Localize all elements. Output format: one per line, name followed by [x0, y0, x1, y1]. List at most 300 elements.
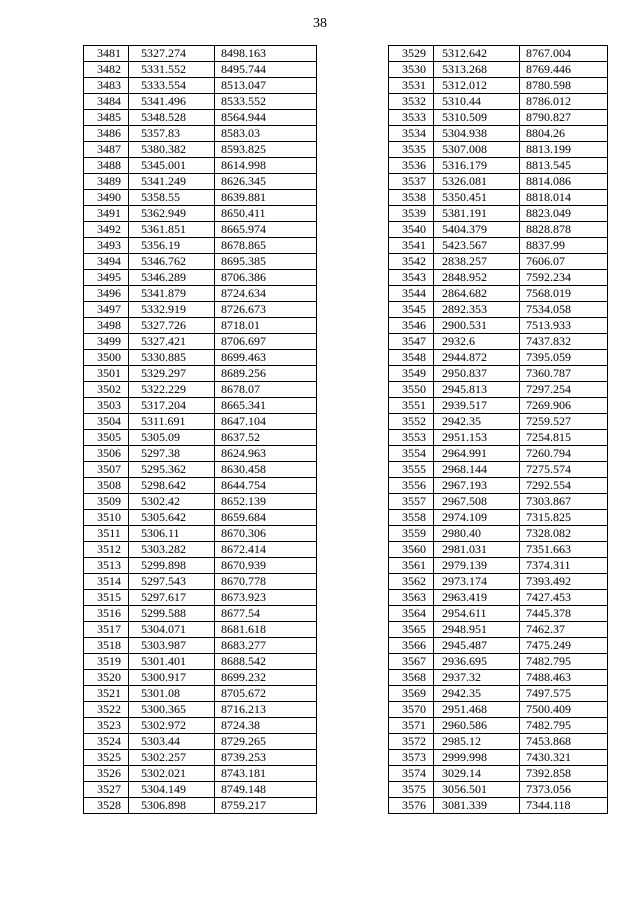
point-number-cell: 3537: [389, 174, 434, 190]
table-row: [84, 398, 317, 414]
x-coordinate-cell: 5381.191: [434, 206, 520, 222]
x-coordinate-cell: 2900.531: [434, 318, 520, 334]
y-coordinate-cell: 7303.867: [520, 494, 608, 510]
table-row: [84, 174, 317, 190]
point-number-cell: 3556: [389, 478, 434, 494]
table-row: [389, 526, 608, 542]
x-coordinate-cell: 5305.09: [129, 430, 215, 446]
point-number-cell: 3502: [84, 382, 129, 398]
table-row: [84, 318, 317, 334]
y-coordinate-cell: 7374.311: [520, 558, 608, 574]
coordinates-table-left: [83, 45, 317, 814]
x-coordinate-cell: 5302.021: [129, 766, 215, 782]
table-row: [84, 366, 317, 382]
x-coordinate-cell: 2942.35: [434, 414, 520, 430]
y-coordinate-cell: 7292.554: [520, 478, 608, 494]
x-coordinate-cell: 2964.991: [434, 446, 520, 462]
point-number-cell: 3496: [84, 286, 129, 302]
y-coordinate-cell: 7373.056: [520, 782, 608, 798]
y-coordinate-cell: 8513.047: [215, 78, 317, 94]
y-coordinate-cell: 7592.234: [520, 270, 608, 286]
table-row: [389, 238, 608, 254]
x-coordinate-cell: 5362.949: [129, 206, 215, 222]
table-row: [389, 110, 608, 126]
x-coordinate-cell: 5322.229: [129, 382, 215, 398]
table-row: [84, 734, 317, 750]
y-coordinate-cell: 7430.321: [520, 750, 608, 766]
y-coordinate-cell: 8652.139: [215, 494, 317, 510]
y-coordinate-cell: 7254.815: [520, 430, 608, 446]
point-number-cell: 3536: [389, 158, 434, 174]
table-row: [84, 190, 317, 206]
x-coordinate-cell: 2973.174: [434, 574, 520, 590]
table-row: [389, 510, 608, 526]
point-number-cell: 3482: [84, 62, 129, 78]
point-number-cell: 3520: [84, 670, 129, 686]
table-row: [84, 206, 317, 222]
table-row: [84, 542, 317, 558]
table-row: [389, 622, 608, 638]
point-number-cell: 3571: [389, 718, 434, 734]
x-coordinate-cell: 2948.951: [434, 622, 520, 638]
x-coordinate-cell: 5312.642: [434, 46, 520, 62]
y-coordinate-cell: 8673.923: [215, 590, 317, 606]
x-coordinate-cell: 2838.257: [434, 254, 520, 270]
table-row: [84, 510, 317, 526]
x-coordinate-cell: 3081.339: [434, 798, 520, 814]
table-row: [389, 398, 608, 414]
table-row: [389, 190, 608, 206]
x-coordinate-cell: 5329.297: [129, 366, 215, 382]
y-coordinate-cell: 8683.277: [215, 638, 317, 654]
table-row: [84, 110, 317, 126]
point-number-cell: 3568: [389, 670, 434, 686]
x-coordinate-cell: 5312.012: [434, 78, 520, 94]
point-number-cell: 3555: [389, 462, 434, 478]
table-row: [389, 94, 608, 110]
point-number-cell: 3547: [389, 334, 434, 350]
table-row: [84, 750, 317, 766]
table-row: [389, 718, 608, 734]
table-row: [389, 318, 608, 334]
point-number-cell: 3488: [84, 158, 129, 174]
point-number-cell: 3565: [389, 622, 434, 638]
y-coordinate-cell: 7606.07: [520, 254, 608, 270]
x-coordinate-cell: 2942.35: [434, 686, 520, 702]
x-coordinate-cell: 5303.282: [129, 542, 215, 558]
point-number-cell: 3486: [84, 126, 129, 142]
y-coordinate-cell: 8759.217: [215, 798, 317, 814]
table-row: [389, 574, 608, 590]
table-row: [84, 766, 317, 782]
point-number-cell: 3557: [389, 494, 434, 510]
y-coordinate-cell: 7360.787: [520, 366, 608, 382]
x-coordinate-cell: 5380.382: [129, 142, 215, 158]
x-coordinate-cell: 5348.528: [129, 110, 215, 126]
y-coordinate-cell: 8688.542: [215, 654, 317, 670]
x-coordinate-cell: 5305.642: [129, 510, 215, 526]
y-coordinate-cell: 7500.409: [520, 702, 608, 718]
point-number-cell: 3545: [389, 302, 434, 318]
x-coordinate-cell: 5300.365: [129, 702, 215, 718]
y-coordinate-cell: 8786.012: [520, 94, 608, 110]
x-coordinate-cell: 5298.642: [129, 478, 215, 494]
point-number-cell: 3548: [389, 350, 434, 366]
table-row: [84, 430, 317, 446]
table-row: [84, 158, 317, 174]
y-coordinate-cell: 8724.38: [215, 718, 317, 734]
x-coordinate-cell: 2951.468: [434, 702, 520, 718]
y-coordinate-cell: 8678.07: [215, 382, 317, 398]
table-row: [389, 350, 608, 366]
x-coordinate-cell: 5313.268: [434, 62, 520, 78]
y-coordinate-cell: 8677.54: [215, 606, 317, 622]
x-coordinate-cell: 2980.40: [434, 526, 520, 542]
point-number-cell: 3538: [389, 190, 434, 206]
point-number-cell: 3533: [389, 110, 434, 126]
y-coordinate-cell: 8804.26: [520, 126, 608, 142]
y-coordinate-cell: 8837.99: [520, 238, 608, 254]
x-coordinate-cell: 5301.401: [129, 654, 215, 670]
table-row: [84, 702, 317, 718]
point-number-cell: 3541: [389, 238, 434, 254]
point-number-cell: 3506: [84, 446, 129, 462]
point-number-cell: 3491: [84, 206, 129, 222]
x-coordinate-cell: 5300.917: [129, 670, 215, 686]
point-number-cell: 3531: [389, 78, 434, 94]
x-coordinate-cell: 5346.762: [129, 254, 215, 270]
y-coordinate-cell: 8626.345: [215, 174, 317, 190]
table-row: [84, 350, 317, 366]
y-coordinate-cell: 8729.265: [215, 734, 317, 750]
point-number-cell: 3497: [84, 302, 129, 318]
y-coordinate-cell: 8695.385: [215, 254, 317, 270]
y-coordinate-cell: 8495.744: [215, 62, 317, 78]
table-row: [84, 94, 317, 110]
y-coordinate-cell: 8749.148: [215, 782, 317, 798]
point-number-cell: 3493: [84, 238, 129, 254]
point-number-cell: 3569: [389, 686, 434, 702]
point-number-cell: 3500: [84, 350, 129, 366]
y-coordinate-cell: 8593.825: [215, 142, 317, 158]
y-coordinate-cell: 8706.697: [215, 334, 317, 350]
x-coordinate-cell: 5299.588: [129, 606, 215, 622]
x-coordinate-cell: 2968.144: [434, 462, 520, 478]
table-row: [84, 382, 317, 398]
x-coordinate-cell: 5304.071: [129, 622, 215, 638]
table-row: [389, 558, 608, 574]
table-row: [389, 126, 608, 142]
table-row: [389, 670, 608, 686]
table-row: [84, 270, 317, 286]
table-row: [389, 478, 608, 494]
x-coordinate-cell: 5303.44: [129, 734, 215, 750]
y-coordinate-cell: 7395.059: [520, 350, 608, 366]
x-coordinate-cell: 2932.6: [434, 334, 520, 350]
x-coordinate-cell: 2951.153: [434, 430, 520, 446]
point-number-cell: 3574: [389, 766, 434, 782]
y-coordinate-cell: 7393.492: [520, 574, 608, 590]
point-number-cell: 3503: [84, 398, 129, 414]
x-coordinate-cell: 5307.008: [434, 142, 520, 158]
y-coordinate-cell: 7259.527: [520, 414, 608, 430]
point-number-cell: 3516: [84, 606, 129, 622]
table-row: [389, 654, 608, 670]
point-number-cell: 3539: [389, 206, 434, 222]
point-number-cell: 3521: [84, 686, 129, 702]
point-number-cell: 3510: [84, 510, 129, 526]
y-coordinate-cell: 7497.575: [520, 686, 608, 702]
point-number-cell: 3499: [84, 334, 129, 350]
y-coordinate-cell: 8630.458: [215, 462, 317, 478]
table-row: [84, 46, 317, 62]
table-row: [84, 606, 317, 622]
point-number-cell: 3511: [84, 526, 129, 542]
x-coordinate-cell: 5327.274: [129, 46, 215, 62]
x-coordinate-cell: 5303.987: [129, 638, 215, 654]
point-number-cell: 3549: [389, 366, 434, 382]
y-coordinate-cell: 7351.663: [520, 542, 608, 558]
y-coordinate-cell: 8533.552: [215, 94, 317, 110]
y-coordinate-cell: 8498.163: [215, 46, 317, 62]
point-number-cell: 3551: [389, 398, 434, 414]
point-number-cell: 3572: [389, 734, 434, 750]
point-number-cell: 3529: [389, 46, 434, 62]
table-row: [389, 206, 608, 222]
table-row: [389, 766, 608, 782]
table-row: [84, 334, 317, 350]
x-coordinate-cell: 2954.611: [434, 606, 520, 622]
y-coordinate-cell: 7475.249: [520, 638, 608, 654]
point-number-cell: 3518: [84, 638, 129, 654]
point-number-cell: 3501: [84, 366, 129, 382]
x-coordinate-cell: 2967.508: [434, 494, 520, 510]
y-coordinate-cell: 7534.058: [520, 302, 608, 318]
x-coordinate-cell: 2892.353: [434, 302, 520, 318]
x-coordinate-cell: 5306.11: [129, 526, 215, 542]
table-row: [389, 590, 608, 606]
point-number-cell: 3481: [84, 46, 129, 62]
x-coordinate-cell: 2985.12: [434, 734, 520, 750]
x-coordinate-cell: 5304.938: [434, 126, 520, 142]
y-coordinate-cell: 7344.118: [520, 798, 608, 814]
y-coordinate-cell: 8670.939: [215, 558, 317, 574]
point-number-cell: 3546: [389, 318, 434, 334]
point-number-cell: 3483: [84, 78, 129, 94]
table-row: [389, 286, 608, 302]
table-row: [389, 494, 608, 510]
table-row: [389, 798, 608, 814]
point-number-cell: 3566: [389, 638, 434, 654]
point-number-cell: 3498: [84, 318, 129, 334]
point-number-cell: 3561: [389, 558, 434, 574]
x-coordinate-cell: 5316.179: [434, 158, 520, 174]
point-number-cell: 3528: [84, 798, 129, 814]
x-coordinate-cell: 2967.193: [434, 478, 520, 494]
point-number-cell: 3514: [84, 574, 129, 590]
y-coordinate-cell: 8583.03: [215, 126, 317, 142]
y-coordinate-cell: 8705.672: [215, 686, 317, 702]
y-coordinate-cell: 7427.453: [520, 590, 608, 606]
x-coordinate-cell: 5311.691: [129, 414, 215, 430]
point-number-cell: 3526: [84, 766, 129, 782]
table-row: [389, 446, 608, 462]
x-coordinate-cell: 5331.552: [129, 62, 215, 78]
table-row: [389, 270, 608, 286]
point-number-cell: 3570: [389, 702, 434, 718]
point-number-cell: 3495: [84, 270, 129, 286]
x-coordinate-cell: 5327.726: [129, 318, 215, 334]
table-row: [84, 286, 317, 302]
point-number-cell: 3540: [389, 222, 434, 238]
y-coordinate-cell: 8614.998: [215, 158, 317, 174]
y-coordinate-cell: 8624.963: [215, 446, 317, 462]
point-number-cell: 3494: [84, 254, 129, 270]
x-coordinate-cell: 5297.617: [129, 590, 215, 606]
y-coordinate-cell: 7482.795: [520, 718, 608, 734]
x-coordinate-cell: 5333.554: [129, 78, 215, 94]
x-coordinate-cell: 5297.38: [129, 446, 215, 462]
y-coordinate-cell: 8718.01: [215, 318, 317, 334]
x-coordinate-cell: 2939.517: [434, 398, 520, 414]
x-coordinate-cell: 2864.682: [434, 286, 520, 302]
point-number-cell: 3507: [84, 462, 129, 478]
y-coordinate-cell: 8637.52: [215, 430, 317, 446]
table-row: [84, 574, 317, 590]
y-coordinate-cell: 8699.232: [215, 670, 317, 686]
x-coordinate-cell: 5317.204: [129, 398, 215, 414]
x-coordinate-cell: 2945.813: [434, 382, 520, 398]
point-number-cell: 3504: [84, 414, 129, 430]
point-number-cell: 3567: [389, 654, 434, 670]
table-row: [84, 686, 317, 702]
table-row: [389, 366, 608, 382]
x-coordinate-cell: 5297.543: [129, 574, 215, 590]
table-row: [389, 78, 608, 94]
table-row: [389, 254, 608, 270]
y-coordinate-cell: 8739.253: [215, 750, 317, 766]
table-row: [84, 622, 317, 638]
x-coordinate-cell: 3056.501: [434, 782, 520, 798]
y-coordinate-cell: 8726.673: [215, 302, 317, 318]
y-coordinate-cell: 8828.878: [520, 222, 608, 238]
point-number-cell: 3522: [84, 702, 129, 718]
table-row: [389, 542, 608, 558]
point-number-cell: 3509: [84, 494, 129, 510]
table-row: [84, 142, 317, 158]
x-coordinate-cell: 2999.998: [434, 750, 520, 766]
x-coordinate-cell: 5326.081: [434, 174, 520, 190]
y-coordinate-cell: 8823.049: [520, 206, 608, 222]
y-coordinate-cell: 8672.414: [215, 542, 317, 558]
y-coordinate-cell: 8743.181: [215, 766, 317, 782]
point-number-cell: 3492: [84, 222, 129, 238]
table-row: [389, 222, 608, 238]
table-row: [84, 798, 317, 814]
y-coordinate-cell: 7513.933: [520, 318, 608, 334]
table-row: [389, 702, 608, 718]
y-coordinate-cell: 8665.341: [215, 398, 317, 414]
y-coordinate-cell: 8647.104: [215, 414, 317, 430]
page-number: 38: [313, 16, 327, 31]
coordinates-table-right: [388, 45, 608, 814]
point-number-cell: 3515: [84, 590, 129, 606]
y-coordinate-cell: 7462.37: [520, 622, 608, 638]
y-coordinate-cell: 8706.386: [215, 270, 317, 286]
point-number-cell: 3575: [389, 782, 434, 798]
point-number-cell: 3513: [84, 558, 129, 574]
y-coordinate-cell: 7269.906: [520, 398, 608, 414]
point-number-cell: 3525: [84, 750, 129, 766]
point-number-cell: 3489: [84, 174, 129, 190]
table-row: [84, 718, 317, 734]
point-number-cell: 3562: [389, 574, 434, 590]
point-number-cell: 3544: [389, 286, 434, 302]
x-coordinate-cell: 5423.567: [434, 238, 520, 254]
point-number-cell: 3485: [84, 110, 129, 126]
table-row: [389, 174, 608, 190]
table-row: [389, 782, 608, 798]
y-coordinate-cell: 8818.014: [520, 190, 608, 206]
table-row: [389, 334, 608, 350]
point-number-cell: 3519: [84, 654, 129, 670]
x-coordinate-cell: 5301.08: [129, 686, 215, 702]
y-coordinate-cell: 8699.463: [215, 350, 317, 366]
x-coordinate-cell: 5310.509: [434, 110, 520, 126]
x-coordinate-cell: 2848.952: [434, 270, 520, 286]
table-row: [389, 414, 608, 430]
x-coordinate-cell: 2936.695: [434, 654, 520, 670]
table-row: [389, 734, 608, 750]
y-coordinate-cell: 8639.881: [215, 190, 317, 206]
point-number-cell: 3550: [389, 382, 434, 398]
x-coordinate-cell: 2981.031: [434, 542, 520, 558]
point-number-cell: 3517: [84, 622, 129, 638]
table-row: [389, 302, 608, 318]
x-coordinate-cell: 2963.419: [434, 590, 520, 606]
table-row: [84, 62, 317, 78]
table-row: [84, 478, 317, 494]
table-row: [84, 302, 317, 318]
point-number-cell: 3512: [84, 542, 129, 558]
table-row: [84, 222, 317, 238]
x-coordinate-cell: 5361.851: [129, 222, 215, 238]
table-row: [84, 638, 317, 654]
point-number-cell: 3576: [389, 798, 434, 814]
x-coordinate-cell: 5341.496: [129, 94, 215, 110]
x-coordinate-cell: 3029.14: [434, 766, 520, 782]
x-coordinate-cell: 5404.379: [434, 222, 520, 238]
x-coordinate-cell: 5306.898: [129, 798, 215, 814]
point-number-cell: 3554: [389, 446, 434, 462]
y-coordinate-cell: 8659.684: [215, 510, 317, 526]
table-row: [84, 238, 317, 254]
x-coordinate-cell: 2974.109: [434, 510, 520, 526]
y-coordinate-cell: 8689.256: [215, 366, 317, 382]
x-coordinate-cell: 5327.421: [129, 334, 215, 350]
x-coordinate-cell: 5346.289: [129, 270, 215, 286]
table-row: [84, 670, 317, 686]
x-coordinate-cell: 5304.149: [129, 782, 215, 798]
y-coordinate-cell: 7445.378: [520, 606, 608, 622]
x-coordinate-cell: 5341.249: [129, 174, 215, 190]
point-number-cell: 3532: [389, 94, 434, 110]
point-number-cell: 3552: [389, 414, 434, 430]
table-row: [389, 606, 608, 622]
table-row: [389, 462, 608, 478]
y-coordinate-cell: 8769.446: [520, 62, 608, 78]
coordinates-table-right-body: [389, 46, 608, 814]
